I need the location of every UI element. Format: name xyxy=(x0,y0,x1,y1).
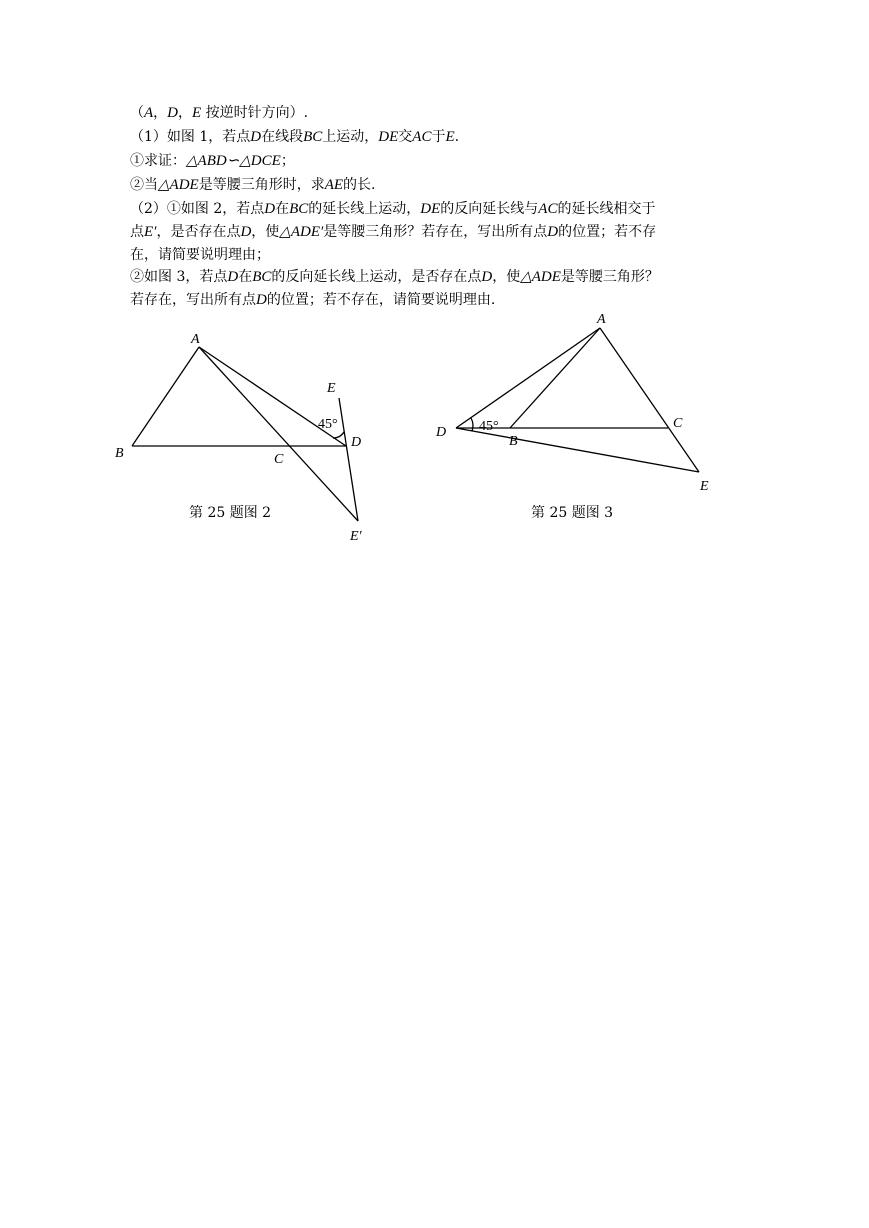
fig3-segment-ab xyxy=(510,328,600,428)
fig3-label-b: B xyxy=(509,434,518,449)
fig2-segment-ae-prime xyxy=(199,347,358,521)
text-line-1: （A，D，E 按逆时针方向）. xyxy=(130,105,309,121)
fig3-label-a: A xyxy=(597,312,606,327)
fig2-label-a: A xyxy=(191,332,200,347)
figure-3-labels xyxy=(435,312,709,521)
fig2-label-e-prime: E′ xyxy=(350,529,362,544)
text-line-5: （2）①如图 2，若点D在BC的延长线上运动，DE的反向延长线与AC的延长线相交于 xyxy=(130,201,656,217)
text-line-2: （1）如图 1，若点D在线段BC上运动，DE交AC于E. xyxy=(130,129,460,145)
fig2-segment-ab xyxy=(132,347,199,446)
fig3-segment-ad xyxy=(456,328,600,428)
fig3-angle-arc xyxy=(471,418,473,431)
text-line-7: 在，请简要说明理由； xyxy=(130,247,270,263)
fig2-label-b: B xyxy=(115,446,124,461)
text-line-8: ②如图 3，若点D在BC的反向延长线上运动，是否存在点D，使△ADE是等腰三角形？ xyxy=(130,269,659,285)
text-line-3: ①求证：△ABD∽△DCE； xyxy=(130,153,295,169)
text-line-9: 若存在，写出所有点D的位置；若不存在，请简要说明理由. xyxy=(130,292,496,308)
figure-2 xyxy=(132,347,358,521)
fig2-label-d: D xyxy=(351,435,362,450)
fig3-segment-de xyxy=(456,428,699,472)
text-line-4: ②当△ADE是等腰三角形时，求AE的长. xyxy=(130,177,376,193)
fig2-angle-label: 45° xyxy=(318,417,338,432)
fig2-caption: 第 25 题图 2 xyxy=(189,505,272,521)
fig3-label-e: E xyxy=(700,479,709,494)
text-line-6: 点E′，是否存在点D，使△ADE′是等腰三角形？若存在，写出所有点D的位置；若不存 xyxy=(130,224,657,240)
fig3-angle-label: 45° xyxy=(479,419,499,434)
fig3-caption: 第 25 题图 3 xyxy=(531,505,614,521)
figure-2-labels xyxy=(115,332,363,544)
figure-3 xyxy=(456,328,699,472)
fig3-label-c: C xyxy=(673,416,683,431)
fig2-label-c: C xyxy=(274,452,284,467)
fig2-angle-arc xyxy=(333,432,344,438)
fig3-label-d: D xyxy=(436,425,447,440)
fig2-label-e: E xyxy=(327,381,336,396)
fig3-segment-ae xyxy=(600,328,699,472)
